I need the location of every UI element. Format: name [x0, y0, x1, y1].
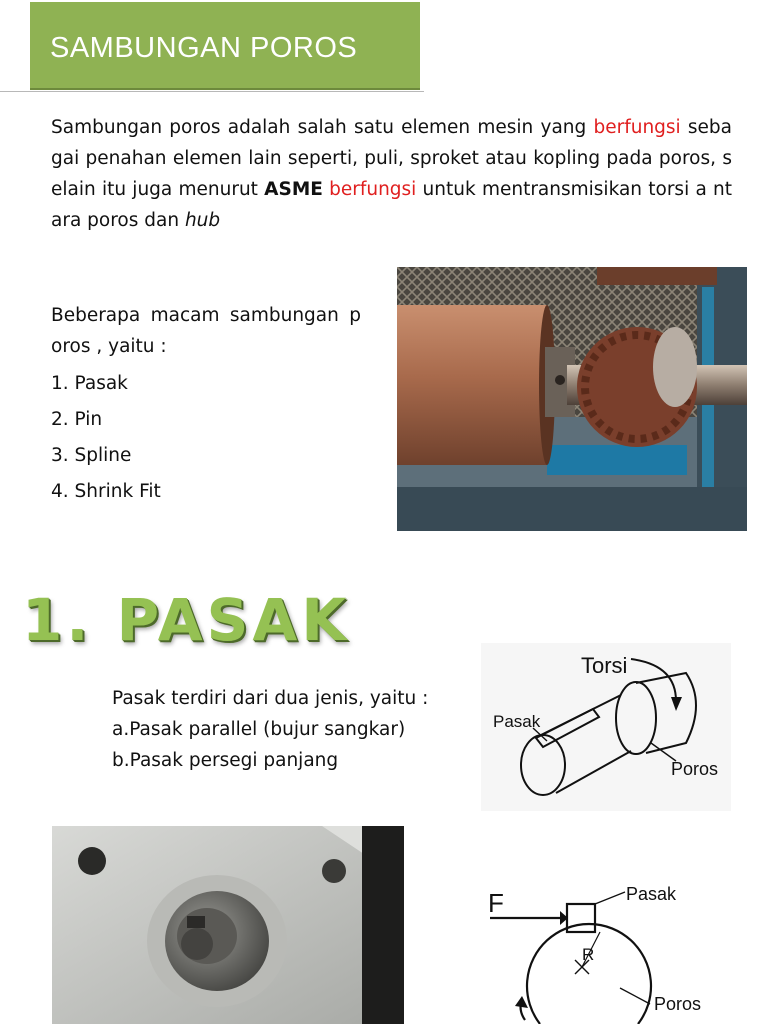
- shaft-sprocket-photo: [397, 267, 747, 531]
- torsi-label: Torsi: [581, 653, 628, 678]
- list-item: 1. Pasak: [51, 373, 128, 394]
- shaft-key-torque-diagram: [481, 643, 731, 811]
- title-divider: [0, 91, 424, 92]
- pasak-label: Pasak: [493, 712, 541, 731]
- force-poros-label: Poros: [654, 994, 702, 1014]
- key-types-list: [112, 683, 428, 776]
- list-item: b.Pasak persegi panjang: [112, 750, 339, 771]
- intro-highlight-1: berfungsi: [593, 117, 681, 138]
- list-item: 4. Shrink Fit: [51, 481, 161, 502]
- list-item: a.Pasak parallel (bujur sangkar): [112, 719, 406, 740]
- radius-r-label: R: [582, 945, 595, 964]
- list-item: 2. Pin: [51, 409, 103, 430]
- key-force-diagram: [470, 880, 720, 1024]
- list-item: 3. Spline: [51, 445, 132, 466]
- poros-label: Poros: [671, 759, 719, 779]
- section-heading-pasak: 1. PASAK: [22, 586, 351, 654]
- key-types-lead: Pasak terdiri dari dua jenis, yaitu :: [112, 688, 429, 709]
- intro-text-1: Sambungan poros adalah salah satu elemen mesin yang: [51, 117, 594, 138]
- motor-shaft-key-photo: [52, 826, 404, 1024]
- intro-paragraph: [51, 112, 732, 236]
- force-f-label: F: [488, 888, 504, 918]
- intro-text-4: untuk mentransmisikan torsi a ntara poros dan: [51, 179, 732, 231]
- intro-bold-asme: ASME: [264, 179, 323, 200]
- page-title: SAMBUNGAN POROS: [50, 32, 358, 64]
- joint-types-lead: Beberapa macam sambungan p oros , yaitu :: [51, 305, 361, 357]
- force-pasak-label: Pasak: [626, 884, 677, 904]
- intro-text-2: seba gai penahan elemen lain seperti, puli, sproket atau kopling pada poros, selain itu juga menurut: [51, 117, 732, 200]
- title-banner: [30, 2, 420, 90]
- intro-italic-hub: hub: [184, 210, 221, 231]
- intro-highlight-2: berfungsi: [329, 179, 417, 200]
- joint-types-list: [51, 300, 361, 510]
